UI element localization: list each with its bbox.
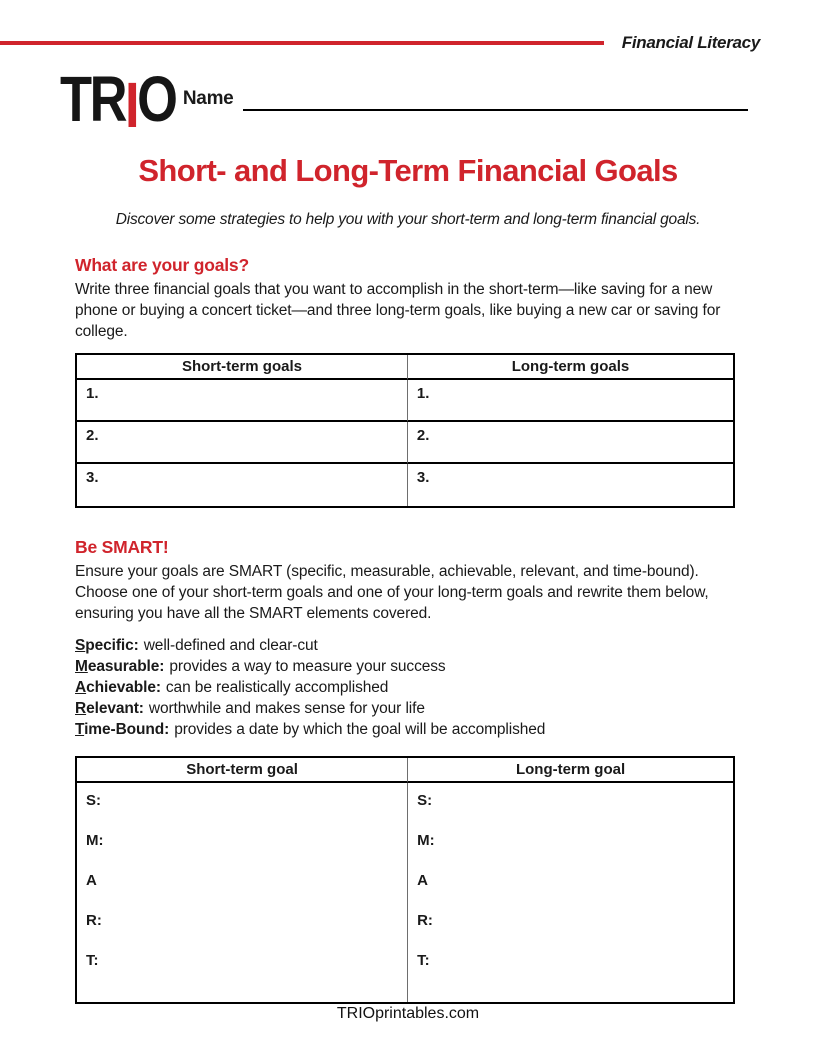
smart-row-label-m: M: — [86, 832, 104, 849]
smart-row-label-r: R: — [86, 912, 102, 929]
smart-definition-text: can be realistically accomplished — [165, 679, 389, 696]
smart-definition-measurable: Measurable: provides a way to measure your success — [75, 658, 446, 675]
smart-section-body: Ensure your goals are SMART (specific, measurable, achievable, relevant, and time-bound). Choose one of your short-term goals and one of your long-term goals and rewrite them below, ensuring you have all the SMART elements covered. — [75, 563, 709, 622]
name-write-in-line[interactable] — [243, 91, 748, 111]
goals-table-header-short: Short-term goals — [77, 355, 407, 380]
table-row — [77, 464, 733, 506]
long-goal-cell-1[interactable]: 1. — [407, 380, 733, 422]
smart-definition-specific: Specific: well-defined and clear-cut — [75, 637, 318, 654]
smart-row-label-s: S: — [86, 792, 101, 809]
smart-definition-relevant: Relevant: worthwhile and makes sense for your life — [75, 700, 425, 717]
smart-row-label-m: M: — [417, 832, 435, 849]
name-field-group — [183, 88, 748, 111]
footer-website: TRIOprintables.com — [336, 1005, 480, 1022]
smart-row-label-r: R: — [417, 912, 433, 929]
name-label: Name — [182, 87, 234, 109]
smart-definition-achievable: Achievable: can be realistically accomplished — [75, 679, 389, 696]
logo-name-row — [60, 63, 748, 141]
header-rule — [0, 41, 604, 45]
smart-definitions-list — [75, 635, 735, 740]
long-goal-cell-2[interactable]: 2. — [407, 422, 733, 464]
smart-row-label-s: S: — [417, 792, 433, 809]
trio-logo — [60, 63, 176, 141]
smart-definition-text: well-defined and clear-cut — [143, 637, 318, 654]
category-label: Financial Literacy — [621, 33, 760, 52]
short-goal-cell-1[interactable]: 1. — [77, 380, 407, 422]
smart-row-label-a: A — [86, 872, 97, 889]
smart-long-goal-cell[interactable] — [407, 783, 733, 1002]
smart-row-label-t: T: — [417, 952, 430, 969]
page-subtitle: Discover some strategies to help you with your short-term and long-term financial goals. — [115, 211, 701, 228]
logo-part-tr: TR — [60, 63, 126, 135]
smart-row-label-a: A — [417, 872, 428, 889]
table-row — [77, 380, 733, 422]
goals-section-body: Write three financial goals that you want to accomplish in the short-term—like saving for a new phone or buying a concert ticket—and three long-term goals, like buying a new car or saving for college. — [75, 281, 721, 340]
goals-section-heading: What are your goals? — [75, 255, 249, 275]
short-goal-cell-3[interactable]: 3. — [86, 469, 99, 486]
smart-definition-text: provides a date by which the goal will be accomplished — [174, 721, 546, 738]
table-row — [77, 422, 733, 464]
logo-part-i: I — [125, 69, 138, 141]
smart-definition-text: provides a way to measure your success — [169, 658, 446, 675]
goals-table — [75, 353, 735, 508]
goals-table-header-long: Long-term goals — [407, 355, 733, 380]
smart-definition-timebound: Time-Bound: provides a date by which the goal will be accomplished — [75, 721, 546, 738]
smart-table-header-short: Short-term goal — [77, 758, 407, 783]
smart-section-heading: Be SMART! — [75, 537, 169, 557]
logo-part-o: O — [137, 63, 176, 135]
table-row — [77, 783, 733, 1002]
page-title: Short- and Long-Term Financial Goals — [138, 153, 678, 188]
short-goal-cell-2[interactable]: 2. — [77, 422, 407, 464]
smart-row-label-t: T: — [86, 952, 99, 969]
content — [75, 255, 735, 1004]
smart-table-header-long: Long-term goal — [407, 758, 733, 783]
smart-table — [75, 756, 735, 1004]
long-goal-cell-3[interactable]: 3. — [407, 464, 733, 506]
smart-short-goal-cell[interactable] — [77, 783, 407, 1002]
page-header — [0, 0, 816, 53]
smart-definition-text: worthwhile and makes sense for your life — [148, 700, 425, 717]
